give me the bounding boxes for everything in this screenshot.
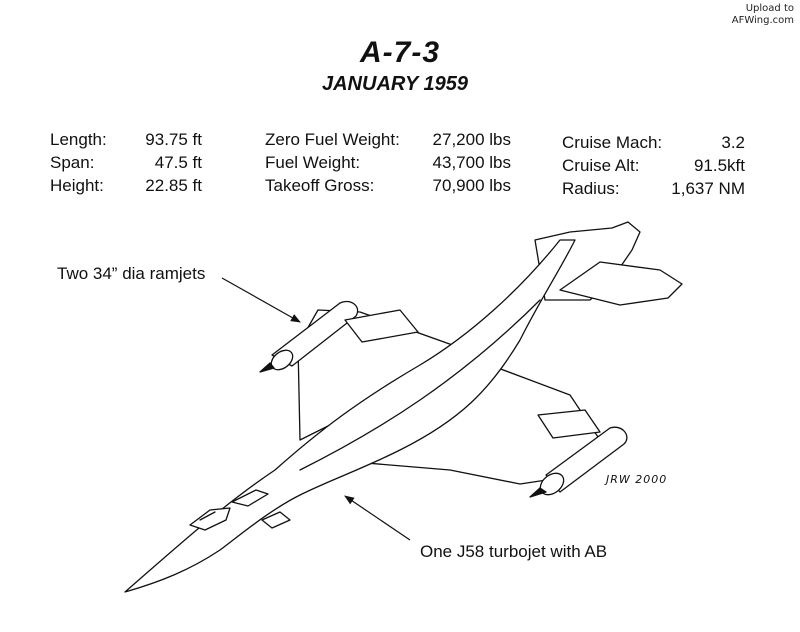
spec-label: Radius:: [562, 179, 620, 198]
diagram-subtitle: JANUARY 1959: [321, 73, 468, 95]
callout-ramjets: Two 34” dia ramjets: [57, 264, 206, 283]
spec-label: Height:: [50, 176, 104, 195]
spec-value: 1,637 NM: [671, 179, 745, 198]
spec-label: Length:: [50, 130, 107, 149]
spec-value: 47.5 ft: [154, 153, 202, 172]
spec-label: Cruise Alt:: [562, 156, 640, 175]
spec-value: 22.85 ft: [145, 176, 202, 195]
artist-signature: JRW 2000: [606, 473, 668, 486]
spec-label: Zero Fuel Weight:: [265, 130, 400, 149]
spec-value: 3.2: [721, 133, 745, 152]
spec-value: 70,900 lbs: [432, 176, 511, 195]
watermark-line-2: AFWing.com: [731, 15, 794, 26]
spec-value: 43,700 lbs: [432, 153, 511, 172]
spec-label: Cruise Mach:: [562, 133, 663, 152]
spec-value: 93.75 ft: [145, 130, 202, 149]
spec-label: Span:: [50, 153, 95, 172]
turbojet-arrow: [345, 496, 410, 540]
spec-label: Fuel Weight:: [265, 153, 361, 172]
ramjets-arrow: [222, 278, 300, 322]
spec-label: Takeoff Gross:: [265, 176, 375, 195]
callout-turbojet: One J58 turbojet with AB: [420, 542, 608, 561]
spec-value: 27,200 lbs: [432, 130, 511, 149]
spec-value: 91.5kft: [693, 156, 745, 175]
watermark-line-1: Upload to: [745, 3, 794, 14]
diagram-title: A-7-3: [359, 36, 440, 69]
